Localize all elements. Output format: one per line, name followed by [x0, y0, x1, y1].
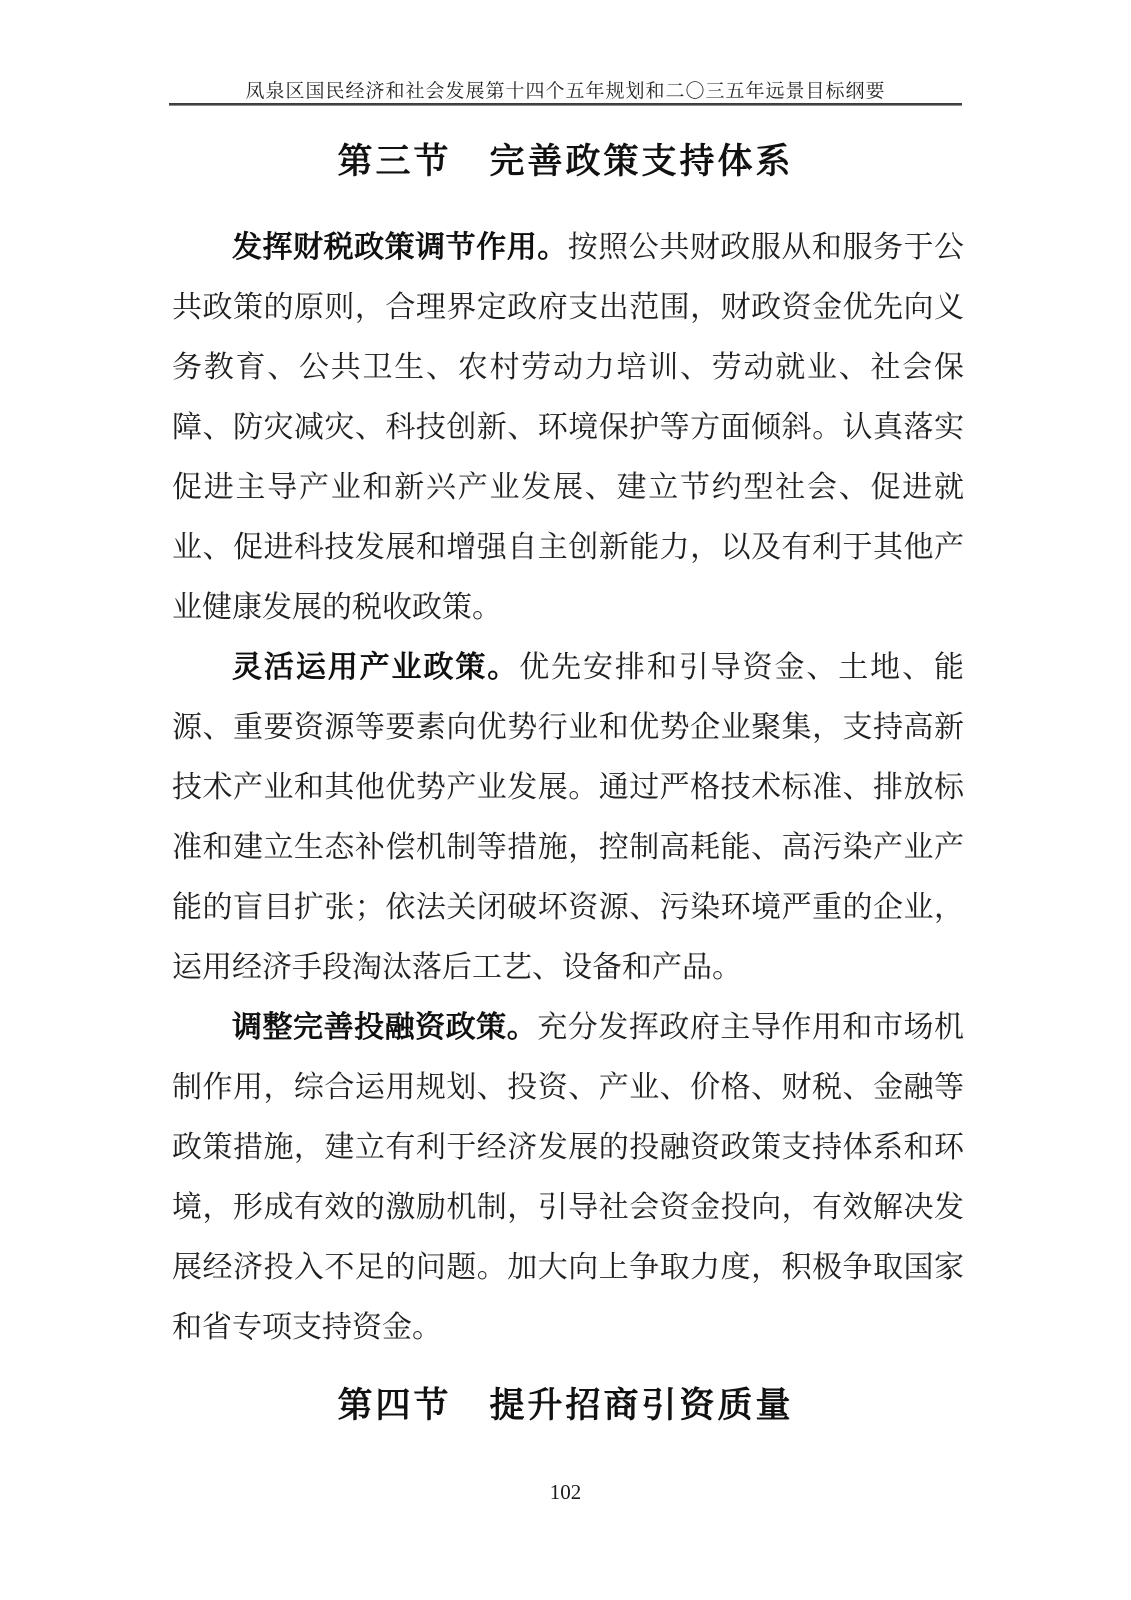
paragraph-fiscal-tax-policy-body: 按照公共财政服从和服务于公共政策的原则，合理界定政府支出范围，财政资金优先向义务教育、公共卫生、农村劳动力培训、劳动就业、社会保障、防灾减灾、科技创新、环境保护等方面倾斜。认真落实促进主导产业和新兴产业发展、建立节约型社会、促进就业、促进科技发展和增强自主创新能力，以及有利于其他产业健康发展的税收政策。 — [172, 231, 965, 624]
paragraph-fiscal-tax-policy — [172, 218, 964, 638]
header-rule — [169, 103, 962, 106]
paragraph-industrial-policy-body: 优先安排和引导资金、土地、能源、重要资源等要素向优势行业和优势企业聚集，支持高新技术产业和其他优势产业发展。通过严格技术标准、排放标准和建立生态补偿机制等措施，控制高耗能、高污染产业产能的盲目扩张；依法关闭破坏资源、污染环境严重的企业，运用经济手段淘汰落后工艺、设备和产品。 — [172, 651, 965, 984]
body-text — [172, 218, 964, 1358]
paragraph-fiscal-tax-policy-lead: 发挥财税政策调节作用。 — [232, 231, 568, 264]
paragraph-industrial-policy — [172, 638, 964, 998]
paragraph-industrial-policy-lead: 灵活运用产业政策。 — [232, 651, 520, 684]
page-number: 102 — [549, 1480, 582, 1504]
section-3-title: 第三节 完善政策支持体系 — [337, 142, 794, 181]
running-header-title: 凤泉区国民经济和社会发展第十四个五年规划和二〇三五年远景目标纲要 — [245, 81, 886, 102]
paragraph-investment-financing-policy-lead: 调整完善投融资政策。 — [232, 1011, 538, 1044]
section-4-title: 第四节 提升招商引资质量 — [337, 1386, 794, 1425]
paragraph-investment-financing-policy — [172, 998, 964, 1358]
paragraph-investment-financing-policy-body: 充分发挥政府主导作用和市场机制作用，综合运用规划、投资、产业、价格、财税、金融等政策措施，建立有利于经济发展的投融资政策支持体系和环境，形成有效的激励机制，引导社会资金投向，有效解决发展经济投入不足的问题。加大向上争取力度，积极争取国家和省专项支持资金。 — [172, 1011, 965, 1344]
